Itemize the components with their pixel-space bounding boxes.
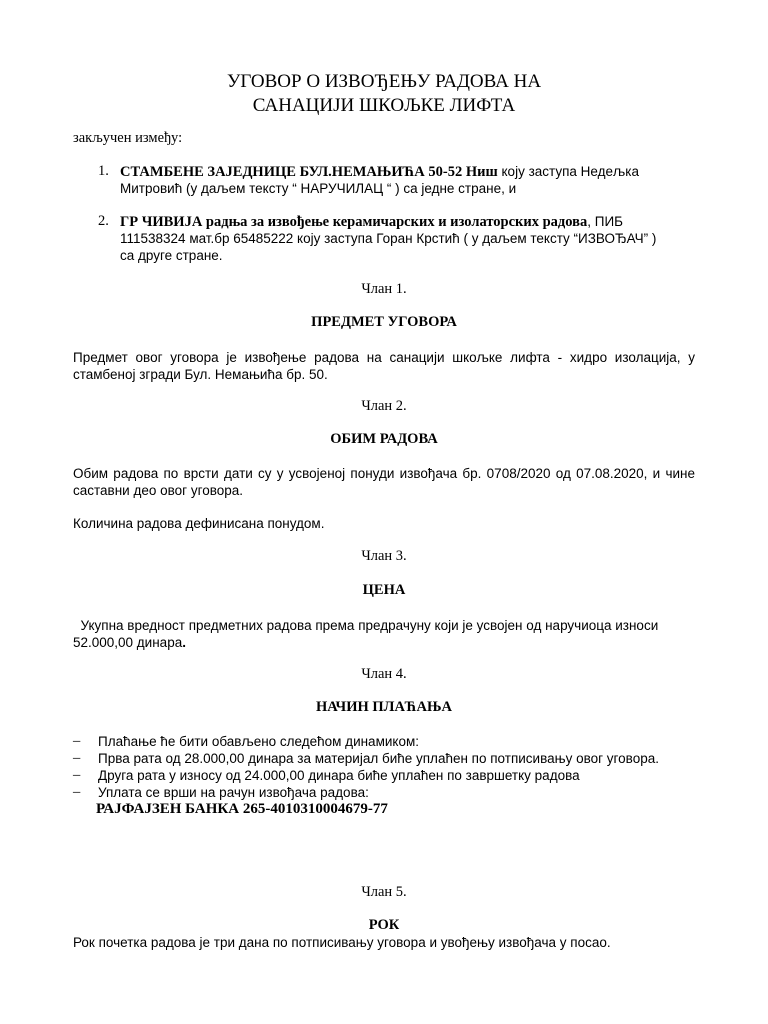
article2-text2: Количина радова дефинисана понудом. — [73, 516, 325, 531]
document-title-line2: САНАЦИЈИ ШКОЉКЕ ЛИФТА — [252, 95, 516, 116]
article3-text: Укупна вредност предметних радова према предрачуну који је усвојен од наручиоца износи — [73, 618, 659, 633]
article3-amount-dot: . — [182, 635, 186, 650]
bullet-dash: – — [73, 733, 81, 749]
bank-account: РАЈФАЈЗЕН БАНКА 265-4010310004679-77 — [96, 801, 388, 817]
article4-heading: НАЧИН ПЛАЋАЊА — [316, 699, 452, 715]
payment-item: Друга рата у износу од 24.000,00 динара биће уплаћен по завршетку радова — [98, 768, 580, 783]
document-title-line1: УГОВОР О ИЗВОЂЕЊУ РАДОВА НА — [226, 71, 542, 92]
payment-item: Плаћање ће бити обављено следећом динамиком: — [98, 734, 419, 749]
party1-name: СТАМБЕНЕ ЗАЈЕДНИЦЕ БУЛ.НЕМАЊИЋА 50-52 Ниш — [120, 164, 498, 180]
party1-number: 1. — [98, 163, 109, 179]
intro-text: закључен између: — [73, 130, 183, 146]
article2-heading: ОБИМ РАДОВА — [330, 431, 438, 447]
article1-text: Предмет овог уговора је извођење радова на санацији шкољке лифта - хидро изолација, у стамбеној згради Бул. Немањића бр. 50. — [73, 350, 695, 382]
party2-name: ГР ЧИВИЈА радња за извођење керамичарских и изолаторских радова — [120, 214, 588, 230]
party1-line1 — [120, 163, 639, 181]
article5-text: Рок почетка радова је три дана по потписивању уговора и увођењу извођача у посао. — [73, 935, 611, 950]
party2-number: 2. — [98, 213, 109, 229]
article3-label: Члан 3. — [361, 548, 407, 564]
bullet-dash: – — [73, 784, 81, 800]
payment-item: Прва рата од 28.000,00 динара за материјал биће уплаћен по потписивању овог уговора. — [98, 751, 659, 766]
party1-line2: Митровић (у даљем тексту “ НАРУЧИЛАЦ “ ) са једне стране, и — [120, 181, 517, 196]
party1-rest: коју заступа Недељка — [497, 164, 639, 179]
bullet-dash: – — [73, 767, 81, 783]
article5-label: Члан 5. — [361, 884, 407, 900]
article3-amount: 52.000,00 динара — [73, 635, 183, 650]
article2-label: Члан 2. — [361, 398, 407, 414]
party2-line2: 111538324 мат.бр 65485222 коју заступа Горан Крстић ( у даљем тексту “ИЗВОЂАЧ” ) — [120, 231, 657, 246]
payment-item: Уплата се врши на рачун извођача радова: — [98, 785, 369, 800]
article1-heading: ПРЕДМЕТ УГОВОРА — [311, 314, 457, 330]
party2-line3: са друге стране. — [120, 248, 223, 263]
party2-line1 — [120, 213, 623, 231]
article3-heading: ЦЕНА — [362, 582, 406, 598]
bullet-dash: – — [73, 750, 81, 766]
party2-rest: , ПИБ — [587, 214, 624, 229]
article3-amount-line — [73, 634, 186, 651]
article5-heading: РОК — [368, 917, 400, 933]
article2-text: Обим радова по врсти дати су у усвојеној понуди извођача бр. 0708/2020 од 07.08.2020, и чине саставни део овог уговора. — [73, 466, 695, 498]
article1-label: Члан 1. — [361, 281, 407, 297]
article4-label: Члан 4. — [361, 666, 407, 682]
